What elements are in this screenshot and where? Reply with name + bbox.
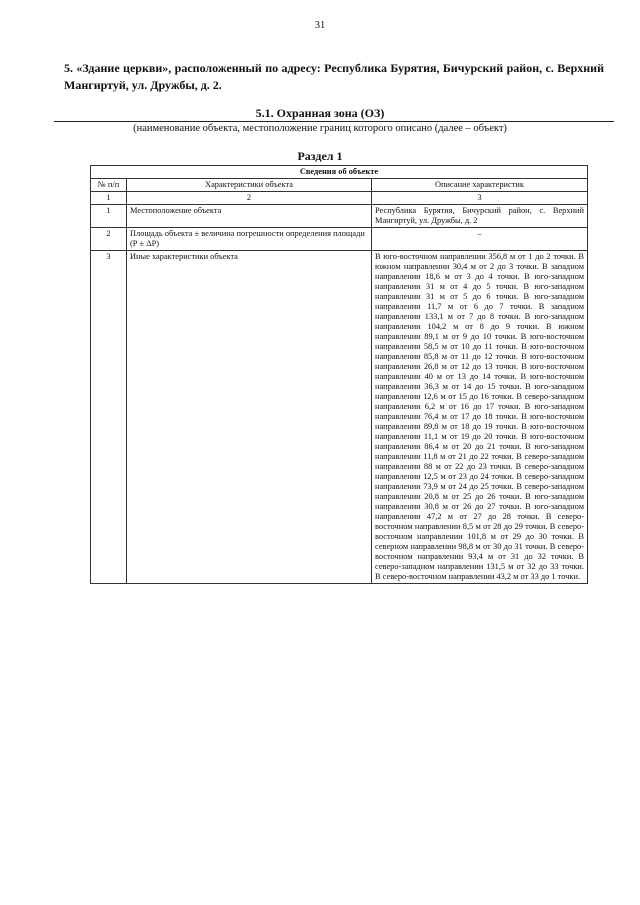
- table-caption: Сведения об объекте: [91, 166, 588, 179]
- row-characteristic: Иные характеристики объекта: [127, 251, 372, 584]
- subsection-title: 5.1. Охранная зона (ОЗ): [255, 106, 385, 120]
- page-number: 31: [314, 20, 326, 31]
- header-description: Описание характеристик: [372, 179, 588, 192]
- row-number: 2: [91, 228, 127, 251]
- column-number: 3: [372, 192, 588, 205]
- row-description: Республика Бурятия, Бичурский район, с. Верхний Мангиртуй, ул. Дружбы, д. 2: [372, 205, 588, 228]
- column-number-row: [91, 192, 588, 205]
- row-description: –: [372, 228, 588, 251]
- table-row: [91, 251, 588, 584]
- table-header-row: [91, 179, 588, 192]
- row-number: 1: [91, 205, 127, 228]
- object-info-table: [90, 165, 588, 584]
- subsection-underline: [54, 121, 614, 122]
- header-characteristic: Характеристики объекта: [127, 179, 372, 192]
- table-row: [91, 228, 588, 251]
- table-caption-row: [91, 166, 588, 179]
- row-characteristic: Площадь объекта ± величина погрешности определения площади (Р ± ΔР): [127, 228, 372, 251]
- column-number: 2: [127, 192, 372, 205]
- subsection-note: (наименование объекта, местоположение границ которого описано (далее – объект): [133, 123, 507, 134]
- row-number: 3: [91, 251, 127, 584]
- table-row: [91, 205, 588, 228]
- object-heading: 5. «Здание церкви», расположенный по адресу: Республика Бурятия, Бичурский район, с. Верхний Мангиртуй, ул. Дружбы, д. 2.: [64, 61, 604, 92]
- section-title: Раздел 1: [297, 149, 343, 163]
- row-characteristic: Местоположение объекта: [127, 205, 372, 228]
- header-num: № п/п: [91, 179, 127, 192]
- row-description: В юго-восточном направлении 356,8 м от 1 до 2 точки. В южном направлении 30,4 м от 2 до 3 точки. В западном направлении 18,6 м от 3 до 4 точки. В юго-западном направлении 31 м от 4 до 5 точки. В юго-западном направлении 31 м от 5 до 6 точки. В юго-западном направлении 11,7 м от 6 до 7 точки. В западном направлении 133,1 м от 7 до 8 точки. В юго-западном направлении 104,2 м от 8 до 9 точки. В южном направлении 89,1 м от 9 до 10 точки. В юго-восточном направлении 58,5 м от 10 до 11 точки. В юго-восточном направлении 85,8 м от 11 до 12 точки. В юго-восточном направлении 26,8 м от 12 до 13 точки. В юго-восточном направлении 40 м от 13 до 14 точки. В юго-восточном направлении 36,3 м от 14 до 15 точки. В юго-западном направлении 12,6 м от 15 до 16 точки. В северо-западном направлении 6,2 м от 16 до 17 точки. В юго-западном направлении 76,4 м от 17 до 18 точки. В юго-восточном направлении 89,8 м от 18 до 19 точки. В юго-восточном направлении 11,1 м от 19 до 20 точки. В юго-восточном направлении 86,4 м от 20 до 21 точки. В юго-западном направлении 11,8 м от 21 до 22 точки. В северо-западном направлении 88 м от 22 до 23 точки. В северо-западном направлении 12,5 м от 23 до 24 точки. В северо-западном направлении 73,9 м от 24 до 25 точки. В северо-западном направлении 20,8 м от 25 до 26 точки. В юго-западном направлении 30,8 м от 26 до 27 точки. В юго-западном направлении 47,2 м от 27 до 28 точки. В северо-восточном направлении 8,5 м от 28 до 29 точки. В северо-восточном направлении 101,8 м от 29 до 30 точки. В северном направлении 98,8 м от 30 до 31 точки. В северо-восточном направлении 93,4 м от 31 до 32 точки. В северо-западном направлении 131,5 м от 32 до 33 точки. В северо-восточном направлении 43,2 м от 33 до 1 точки.: [372, 251, 588, 584]
- column-number: 1: [91, 192, 127, 205]
